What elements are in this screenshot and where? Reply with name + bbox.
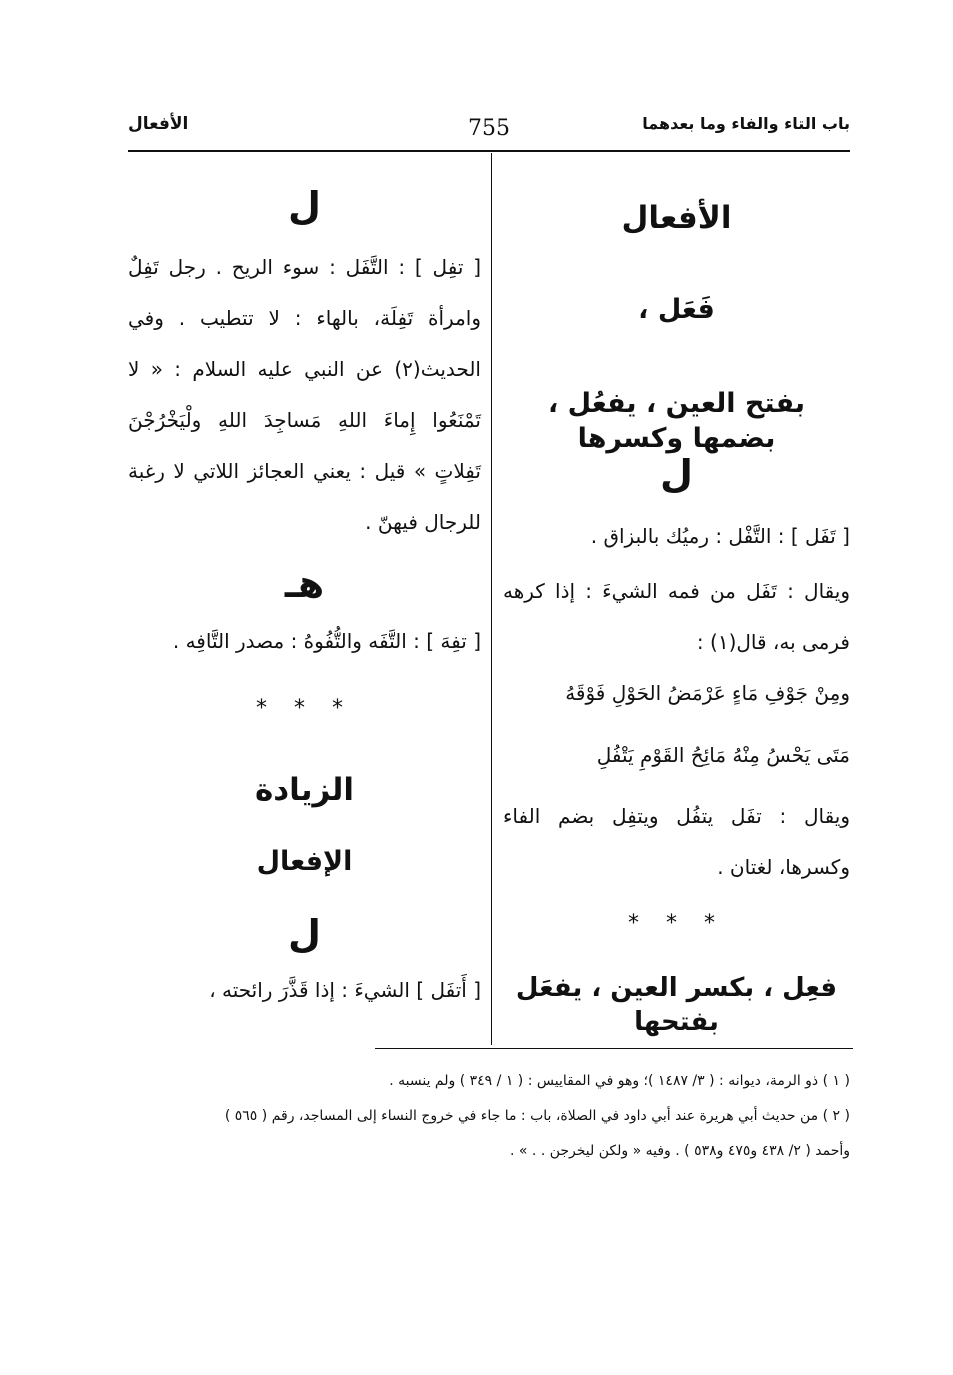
- entry-paragraph: ويقال : تَفَل من فمه الشيءَ : إذا كرهه فرمى به، قال(١) :: [503, 579, 850, 654]
- verse-line-1: ومِنْ جَوْفِ مَاءٍ عَرْمَضُ الحَوْلِ فَوْقَهُ: [565, 681, 850, 705]
- entry-atfal: [ أَتفَل ] الشيءَ : إذا قَذَّرَ رائحته ،: [209, 978, 481, 1002]
- entry-paragraph-2: ويقال : تفَل يتفُل ويتفِل بضم الفاء وكسرها، لغتان .: [503, 804, 850, 879]
- section-separator: * * *: [628, 911, 725, 936]
- pattern-subheading: بفتح العين ، يفعُل ، بضمها وكسرها: [547, 388, 806, 455]
- section-title: الزيادة: [254, 772, 355, 808]
- section-title: الأفعال: [621, 200, 732, 236]
- verse-line-2: مَتَى يَحْسُ مِنْهُ مَائِحُ القَوْمِ يَتْفُلِ: [596, 743, 850, 767]
- letter-heading: ل: [660, 452, 693, 496]
- footnote-rule: [375, 1048, 853, 1049]
- entry-tafih: [ تفِهَ ] : التَّفَه والتُّفُوهُ : مصدر التَّافِه .: [172, 629, 481, 653]
- column-divider: [491, 153, 492, 1045]
- letter-heading: ل: [288, 912, 321, 956]
- letter-heading: ل: [288, 184, 321, 228]
- page-number: 755: [468, 116, 510, 141]
- running-head-chapter: باب التاء والفاء وما بعدهما: [642, 114, 850, 133]
- pattern-heading-2: فعِل ، بكسر العين ، يفعَل بفتحها: [515, 973, 838, 1037]
- page-header: [128, 110, 850, 150]
- section-separator: * * *: [256, 696, 353, 721]
- footnotes: [128, 1064, 850, 1169]
- section-subtitle: الإفعال: [256, 846, 353, 877]
- running-head-section: الأفعال: [128, 114, 189, 134]
- entry-tafil: [ تفِل ] : التَّفَل : سوء الريح . رجل تَفِلٌ وامرأة تَفِلَة، بالهاء : لا تتطيب . وفي الحديث(٢) عن النبي عليه السلام : « لا تَمْنَعُوا إِماءَ اللهِ مَساجِدَ اللهِ ولْيَخْرُجْنَ تَفِلاتٍ » قيل : يعني العجائز اللاتي لا رغبة للرجال فيهنّ .: [128, 255, 481, 534]
- header-rule: [128, 150, 850, 152]
- entry-tafl: [ تَفَل ] : التَّفْل : رميُك بالبزاق .: [590, 524, 850, 548]
- letter-heading: هـ: [284, 562, 325, 606]
- pattern-heading: فَعَل ،: [638, 294, 715, 325]
- footnote-2: ( ٢ ) من حديث أبي هريرة عند أبي داود في الصلاة، باب : ما جاء في خروج النساء إلى المساجد، رقم ( ٥٦٥ ): [224, 1108, 850, 1124]
- footnote-2-continued: وأحمد ( ٢/ ٤٣٨ و٤٧٥ و٥٣٨ ) . وفيه « ولكن ليخرجن . . » .: [510, 1143, 850, 1159]
- footnote-1: ( ١ ) ذو الرمة، ديوانه : ( ٣/ ١٤٨٧ )؛ وهو في المقاييس : ( ١ / ٣٤٩ ) ولم ينسبه .: [389, 1073, 850, 1089]
